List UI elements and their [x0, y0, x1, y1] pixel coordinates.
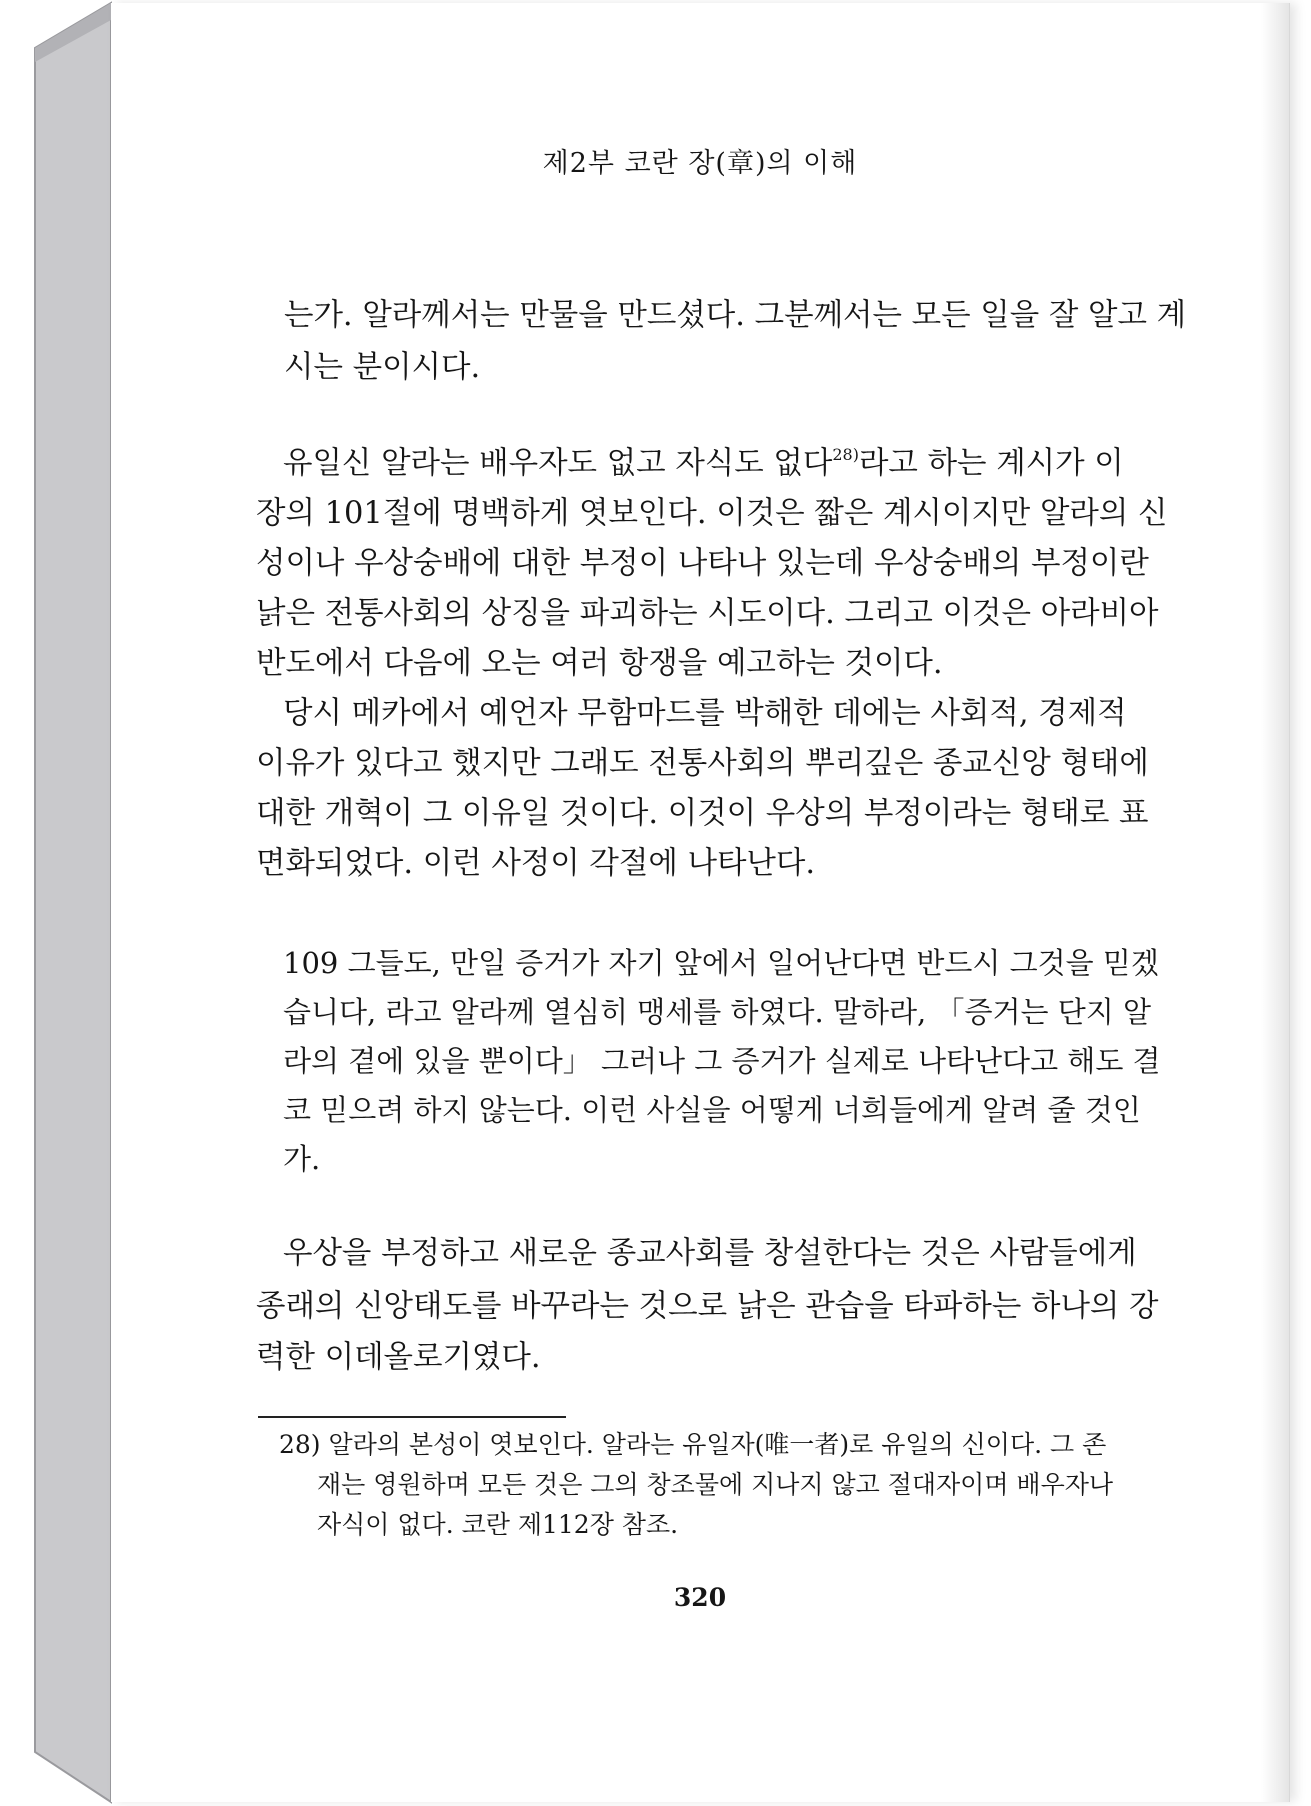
verse-line: 109 그들도, 만일 증거가 자기 앞에서 일어난다면 반드시 그것을 믿겠: [283, 946, 1159, 980]
paragraph-line: 력한 이데올로기였다.: [256, 1340, 541, 1375]
running-head: 제2부 코란 장(章)의 이해: [542, 148, 858, 179]
verse-line: 코 믿으려 하지 않는다. 이런 사실을 어떻게 너희들에게 알려 줄 것인: [283, 1093, 1141, 1127]
paragraph-line: 당시 메카에서 예언자 무함마드를 박해한 데에는 사회적, 경제적: [283, 696, 1127, 731]
paragraph-line: 대한 개혁이 그 이유일 것이다. 이것이 우상의 부정이라는 형태로 표: [256, 796, 1149, 831]
verse-line: 라의 곁에 있을 뿐이다」 그러나 그 증거가 실제로 나타난다고 해도 결: [283, 1044, 1161, 1078]
page-edge-shadow: [1261, 3, 1289, 1802]
footnote-reference[interactable]: 28): [832, 445, 859, 464]
footnote-line: 재는 영원하며 모든 것은 그의 창조물에 지나지 않고 절대자이며 배우자나: [317, 1470, 1114, 1499]
paragraph-line: 낡은 전통사회의 상징을 파괴하는 시도이다. 그리고 이것은 아라비아: [256, 596, 1159, 631]
paragraph-line: 우상을 부정하고 새로운 종교사회를 창설한다는 것은 사람들에게: [283, 1236, 1137, 1271]
paragraph-line: 장의 101절에 명백하게 엿보인다. 이것은 짧은 계시이지만 알라의 신: [256, 496, 1168, 531]
footnote-line: 28) 알라의 본성이 엿보인다. 알라는 유일자(唯一者)로 유일의 신이다. 그 존: [279, 1430, 1107, 1459]
paragraph-line: 이유가 있다고 했지만 그래도 전통사회의 뿌리깊은 종교신앙 형태에: [256, 746, 1149, 781]
paragraph-line: 면화되었다. 이런 사정이 각절에 나타난다.: [256, 846, 816, 881]
paragraph-line: 시는 분이시다.: [284, 350, 481, 385]
paragraph-line: 성이나 우상숭배에 대한 부정이 나타나 있는데 우상숭배의 부정이란: [256, 546, 1149, 581]
paragraph-line: [283, 439, 1124, 489]
paragraph-line: 종래의 신앙태도를 바꾸라는 것으로 낡은 관습을 타파하는 하나의 강: [256, 1289, 1159, 1324]
paragraph-text: 라고 하는 계시가 이: [858, 446, 1124, 481]
footnote-line: 자식이 없다. 코란 제112장 참조.: [317, 1510, 679, 1539]
paragraph-text: 유일신 알라는 배우자도 없고 자식도 없다: [283, 446, 833, 481]
page-number: 320: [673, 1583, 727, 1612]
verse-line: 습니다, 라고 알라께 열심히 맹세를 하였다. 말하라, 「증거는 단지 알: [283, 995, 1151, 1029]
book-page: [111, 3, 1290, 1802]
footnote-rule: [258, 1416, 566, 1418]
verse-line: 가.: [283, 1142, 321, 1176]
paragraph-line: 는가. 알라께서는 만물을 만드셨다. 그분께서는 모든 일을 잘 알고 계: [284, 298, 1187, 333]
paragraph-line: 반도에서 다음에 오는 여러 항쟁을 예고하는 것이다.: [256, 646, 943, 681]
